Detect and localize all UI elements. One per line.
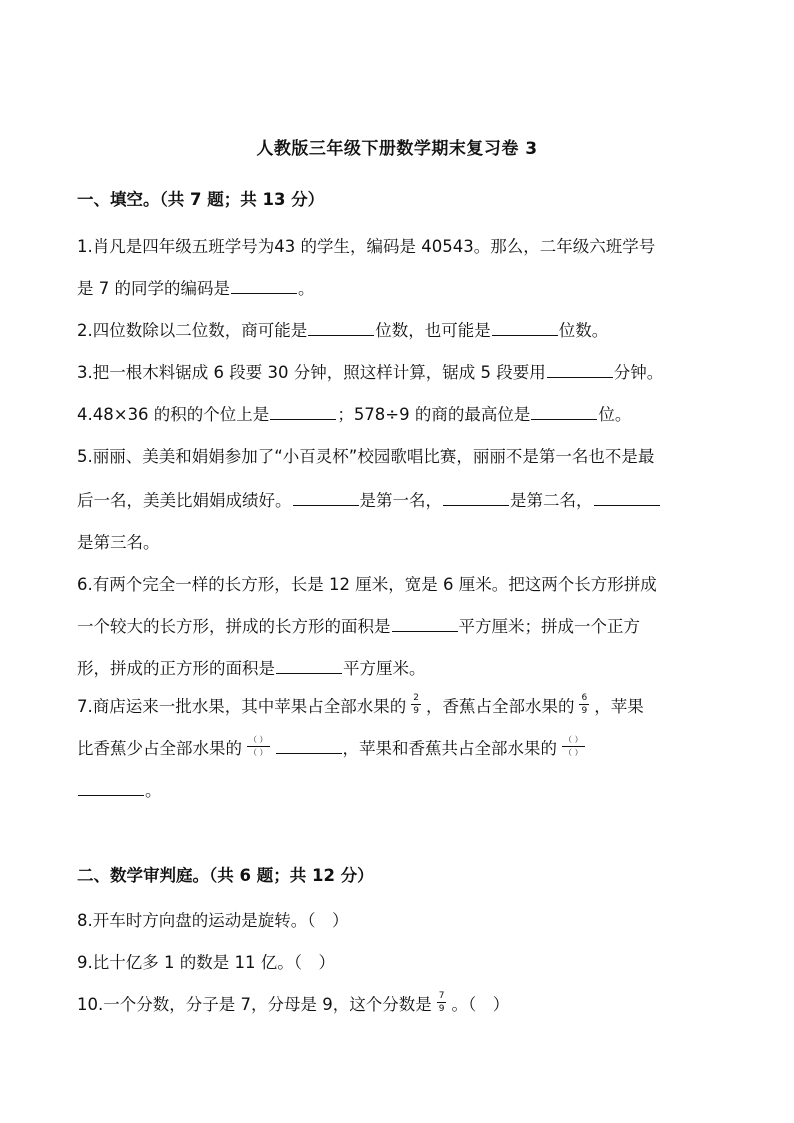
- question-5-text-c: 是第二名，: [510, 491, 593, 510]
- fraction-numerator: 2: [413, 693, 419, 703]
- fraction-bar: [247, 746, 270, 747]
- question-4-text-b: ；578÷9 的商的最高位是: [337, 405, 531, 424]
- question-5-text-b: 是第一名，: [359, 491, 442, 510]
- question-6-text-a: 一个较大的长方形，拼成的长方形的面积是: [77, 617, 391, 636]
- question-7-text-b: ，香蕉占全部水果的: [425, 697, 575, 716]
- fraction-numerator-box: （ ）: [249, 735, 268, 744]
- answer-blank[interactable]: [231, 279, 297, 294]
- question-2-text-b: 位数，也可能是: [375, 321, 491, 340]
- question-3-text-a: 3.把一根木料锯成 6 段要 30 分钟，照这样计算，锯成 5 段要用: [77, 363, 546, 382]
- answer-blank[interactable]: [270, 405, 336, 420]
- question-1-text: 是 7 的同学的编码是: [77, 279, 230, 298]
- answer-blank[interactable]: [78, 781, 144, 796]
- fraction-denominator: 9: [581, 706, 588, 716]
- section-heading-judgement: 二、数学审判庭。（共 6 题；共 12 分）: [77, 866, 374, 885]
- question-6-line-3: [77, 658, 426, 680]
- question-1-line-2: [77, 278, 315, 300]
- answer-blank[interactable]: [276, 739, 342, 754]
- page-title: 人教版三年级下册数学期末复习卷 3: [256, 139, 538, 159]
- question-3: [77, 362, 663, 384]
- fraction-banana: [579, 693, 589, 716]
- question-9: 9.比十亿多 1 的数是 11 亿。（ ）: [77, 953, 335, 972]
- fraction-numerator: 7: [438, 991, 445, 1001]
- fraction-bar: [562, 746, 585, 747]
- question-8: 8.开车时方向盘的运动是旋转。（ ）: [77, 911, 349, 930]
- question-10-text-a: 10.一个分数，分子是 7，分母是 9，这个分数是: [77, 995, 432, 1014]
- question-4-text-a: 4.48×36 的积的个位上是: [77, 405, 270, 424]
- question-2-text-a: 2.四位数除以二位数，商可能是: [77, 321, 308, 340]
- question-10: [77, 991, 510, 1017]
- question-3-text-b: 分钟。: [613, 363, 664, 382]
- question-10-text-b: 。（ ）: [451, 995, 510, 1014]
- question-4-text-c: 位。: [598, 405, 632, 424]
- question-5-line-1: 5.丽丽、美美和娟娟参加了“小百灵杯”校园歌唱比赛，丽丽不是第一名也不是最: [77, 447, 655, 466]
- question-6-line-2: [77, 616, 640, 638]
- answer-blank[interactable]: [492, 321, 558, 336]
- question-7-text-a: 7.商店运来一批水果，其中苹果占全部水果的: [77, 697, 407, 716]
- answer-blank[interactable]: [594, 491, 660, 506]
- section-heading-fill-in: 一、填空。（共 7 题；共 13 分）: [77, 190, 325, 209]
- question-6-text-d: 平方厘米。: [343, 659, 426, 678]
- fraction-denominator-box: （ ）: [564, 748, 583, 757]
- question-4: [77, 404, 631, 426]
- answer-blank[interactable]: [276, 659, 342, 674]
- question-5-line-3: 是第三名。: [77, 533, 160, 552]
- fraction-seven-ninths: [437, 991, 447, 1014]
- fraction-numerator-box: （ ）: [564, 735, 583, 744]
- answer-blank[interactable]: [443, 491, 509, 506]
- question-2: [77, 320, 608, 342]
- question-1-end: 。: [298, 279, 315, 298]
- fraction-numerator: 6: [581, 693, 588, 703]
- answer-blank[interactable]: [293, 491, 359, 506]
- fraction-denominator: 9: [413, 706, 419, 716]
- question-6-text-b: 平方厘米；拼成一个正方: [458, 617, 640, 636]
- question-6-line-1: 6.有两个完全一样的长方形，长是 12 厘米，宽是 6 厘米。把这两个长方形拼成: [77, 575, 657, 594]
- question-5-line-2: [77, 490, 661, 512]
- question-7-line-3: [77, 780, 162, 802]
- question-7-line-1: [77, 693, 644, 719]
- question-7-text-c: ，苹果: [594, 697, 644, 716]
- question-1-line-1: 1.肖凡是四年级五班学号为43 的学生，编码是 40543。那么，二年级六班学号: [77, 237, 656, 256]
- fraction-bar: [579, 704, 589, 705]
- question-5-text-a: 后一名，美美比娟娟成绩好。: [77, 491, 292, 510]
- answer-blank[interactable]: [308, 321, 374, 336]
- question-7-end: 。: [145, 781, 162, 800]
- question-7-line-2: [77, 735, 590, 761]
- question-7-text-e: ，苹果和香蕉共占全部水果的: [342, 739, 558, 758]
- question-7-text-d: 比香蕉少占全部水果的: [77, 739, 242, 758]
- question-2-text-c: 位数。: [558, 321, 609, 340]
- fraction-answer-box[interactable]: [247, 735, 270, 758]
- fraction-denominator: 9: [438, 1004, 445, 1014]
- question-6-text-c: 形，拼成的正方形的面积是: [77, 659, 275, 678]
- fraction-answer-box[interactable]: [562, 735, 585, 758]
- fraction-bar: [411, 704, 421, 705]
- answer-blank[interactable]: [392, 617, 458, 632]
- fraction-denominator-box: （ ）: [249, 748, 268, 757]
- fraction-bar: [437, 1002, 447, 1003]
- fraction-apple: [411, 693, 421, 716]
- answer-blank[interactable]: [531, 405, 597, 420]
- answer-blank[interactable]: [547, 363, 613, 378]
